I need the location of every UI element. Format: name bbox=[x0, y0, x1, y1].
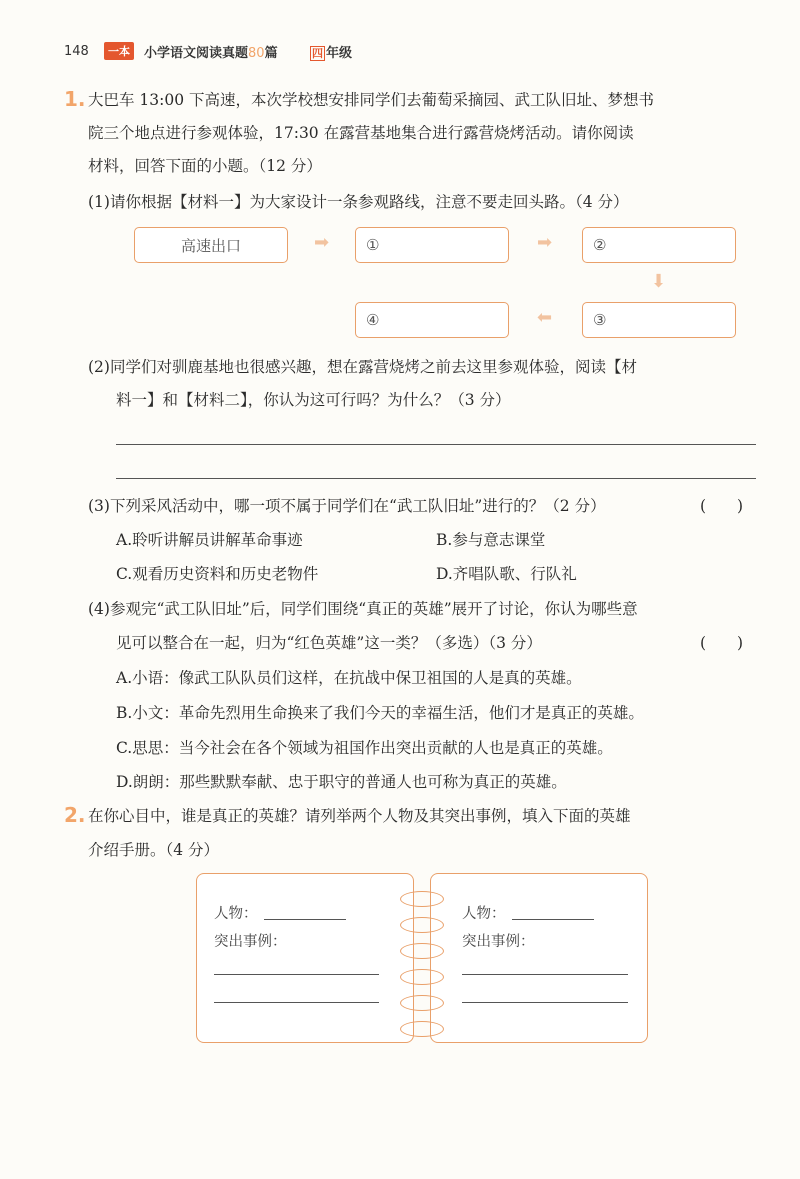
q1-sub4-line-2: 见可以整合在一起，归为“红色英雄”这一类？（多选）（3 分） bbox=[116, 634, 542, 652]
arrow-left-icon: ⬅ bbox=[537, 307, 553, 328]
q1-intro-line-1: 大巴车 13:00 下高速，本次学校想安排同学们去葡萄采摘园、武工队旧址、梦想书 bbox=[88, 91, 655, 109]
binder-ring-icon bbox=[400, 891, 444, 907]
route-marker-1: ① bbox=[366, 236, 380, 254]
q1-sub4-option-b[interactable]: B.小文：革命先烈用生命换来了我们今天的幸福生活，他们才是真正的英雄。 bbox=[116, 704, 644, 722]
binder-ring-icon bbox=[400, 969, 444, 985]
grade-label bbox=[310, 42, 352, 61]
q1-sub4-option-c[interactable]: C.思思：当今社会在各个领域为祖国作出突出贡献的人也是真正的英雄。 bbox=[116, 739, 613, 757]
route-answer-box-1[interactable] bbox=[355, 227, 509, 263]
title-suffix: 篇 bbox=[264, 46, 278, 61]
route-marker-3: ③ bbox=[593, 311, 607, 329]
binder-ring-icon bbox=[400, 995, 444, 1011]
arrow-down-icon: ⬇ bbox=[651, 271, 667, 292]
q2-line-2: 介绍手册。（4 分） bbox=[88, 841, 220, 859]
q2-line-1: 在你心目中，谁是真正的英雄？请列举两个人物及其突出事例，填入下面的英雄 bbox=[88, 807, 631, 825]
right-deed-label: 突出事例： bbox=[462, 934, 535, 950]
question-2-number: 2. bbox=[64, 803, 86, 827]
q1-sub3-option-c[interactable]: C.观看历史资料和历史老物件 bbox=[116, 565, 319, 583]
q1-sub2-line-2: 料一】和【材料二】，你认为这可行吗？为什么？（3 分） bbox=[116, 391, 511, 409]
q1-sub1-prompt: (1)请你根据【材料一】为大家设计一条参观路线，注意不要走回头路。（4 分） bbox=[88, 193, 629, 211]
q1-sub3-option-a[interactable]: A.聆听讲解员讲解革命事迹 bbox=[116, 531, 303, 549]
q1-sub3-option-d[interactable]: D.齐唱队歌、行队礼 bbox=[436, 565, 577, 583]
left-deed-line-1[interactable] bbox=[214, 974, 379, 975]
q1-sub3-answer-paren[interactable]: ( ) bbox=[700, 497, 744, 515]
q1-sub4-line-1: (4)参观完“武工队旧址”后，同学们围绕“真正的英雄”展开了讨论，你认为哪些意 bbox=[88, 600, 638, 618]
left-person-label: 人物： bbox=[214, 906, 258, 922]
route-start-box bbox=[134, 227, 288, 263]
q1-sub3-option-b[interactable]: B.参与意志课堂 bbox=[436, 531, 546, 549]
q1-sub3-prompt: (3)下列采风活动中，哪一项不属于同学们在“武工队旧址”进行的？（2 分） bbox=[88, 497, 606, 515]
left-person-field[interactable] bbox=[264, 919, 346, 920]
page-number: 148 bbox=[64, 44, 89, 59]
route-marker-4: ④ bbox=[366, 311, 380, 329]
arrow-right-icon: ➡ bbox=[537, 232, 553, 253]
binder-ring-icon bbox=[400, 1021, 444, 1037]
arrow-right-icon: ➡ bbox=[314, 232, 330, 253]
binder-ring-icon bbox=[400, 943, 444, 959]
title-number: 80 bbox=[248, 46, 265, 61]
binder-ring-icon bbox=[400, 917, 444, 933]
route-answer-box-2[interactable] bbox=[582, 227, 736, 263]
hero-card-right bbox=[430, 873, 648, 1043]
question-1-number: 1. bbox=[64, 87, 86, 111]
answer-line-1[interactable] bbox=[116, 444, 756, 445]
q1-sub4-option-d[interactable]: D.朗朗：那些默默奉献、忠于职守的普通人也可称为真正的英雄。 bbox=[116, 773, 567, 791]
route-answer-box-4[interactable] bbox=[355, 302, 509, 338]
grade-box: 四 bbox=[312, 47, 323, 60]
route-marker-2: ② bbox=[593, 236, 607, 254]
answer-line-2[interactable] bbox=[116, 478, 756, 479]
book-title bbox=[144, 42, 278, 61]
q1-intro-line-2: 院三个地点进行参观体验，17:30 在露营基地集合进行露营烧烤活动。请你阅读 bbox=[88, 124, 634, 142]
q1-sub4-option-a[interactable]: A.小语：像武工队队员们这样，在抗战中保卫祖国的人是真的英雄。 bbox=[116, 669, 582, 687]
hero-card-left bbox=[196, 873, 414, 1043]
right-person-field[interactable] bbox=[512, 919, 594, 920]
right-deed-line-2[interactable] bbox=[462, 1002, 628, 1003]
left-deed-label: 突出事例： bbox=[214, 934, 287, 950]
route-answer-box-3[interactable] bbox=[582, 302, 736, 338]
left-deed-line-2[interactable] bbox=[214, 1002, 379, 1003]
q1-sub2-line-1: (2)同学们对驯鹿基地也很感兴趣，想在露营烧烤之前去这里参观体验，阅读【材 bbox=[88, 358, 637, 376]
q1-intro-line-3: 材料，回答下面的小题。（12 分） bbox=[88, 157, 322, 175]
right-deed-line-1[interactable] bbox=[462, 974, 628, 975]
grade-rest: 年级 bbox=[326, 46, 353, 61]
right-person-label: 人物： bbox=[462, 906, 506, 922]
q1-sub4-answer-paren[interactable]: ( ) bbox=[700, 634, 744, 652]
title-prefix: 小学语文阅读真题 bbox=[144, 46, 249, 61]
route-start-label: 高速出口 bbox=[180, 236, 241, 255]
brand-logo: 一本 bbox=[104, 42, 134, 60]
